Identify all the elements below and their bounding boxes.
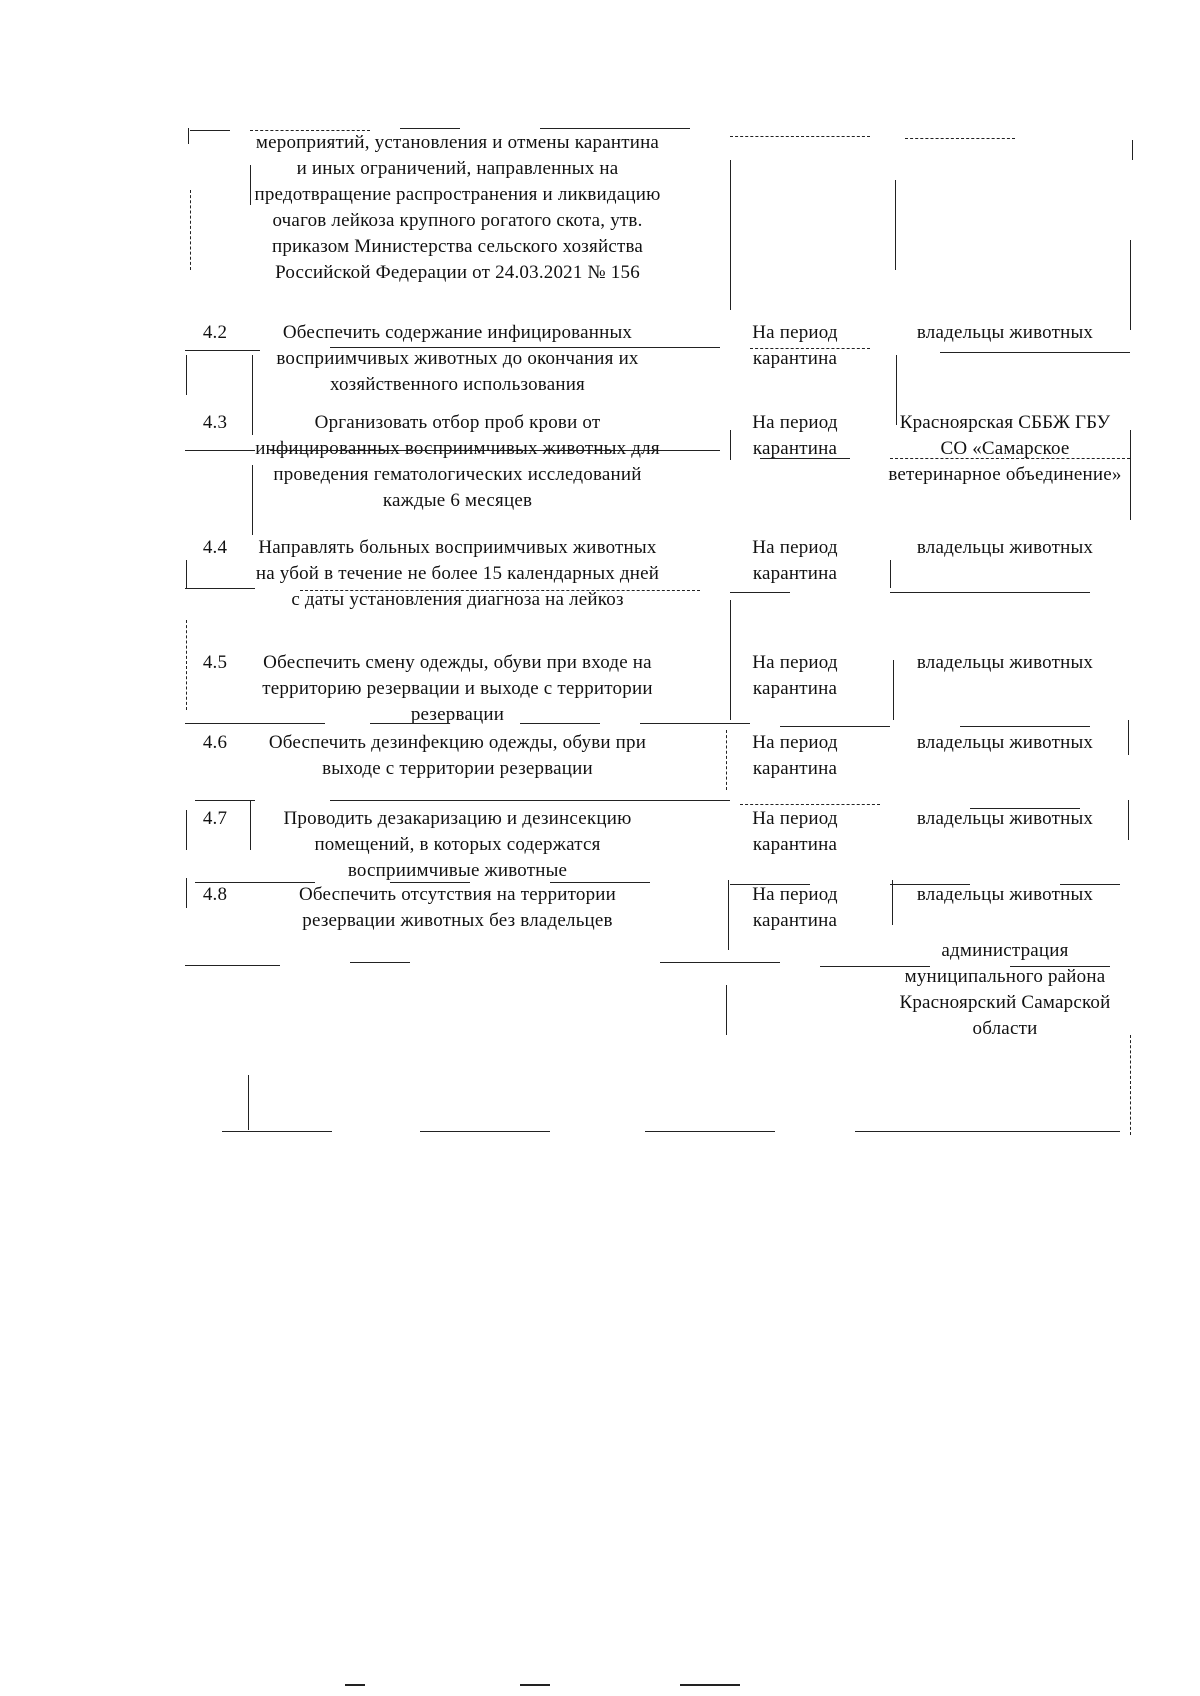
table-row <box>185 320 1125 410</box>
table-row <box>185 882 1125 938</box>
term-cell: На период карантина <box>752 412 838 459</box>
task-cell <box>250 130 665 320</box>
row-number: 4.7 <box>202 808 228 829</box>
task-cell: Организовать отбор проб крови от инфицированных восприимчивых животных для проведения гематологических исследований каждые 6 месяцев <box>255 412 660 511</box>
task-cell: Проводить дезакаризацию и дезинсекцию помещений, в которых содержатся восприимчивые животные <box>283 808 632 881</box>
table-row <box>185 730 1125 806</box>
responsible-cell: Красноярская СББЖ ГБУ СО «Самарское ветеринарное объединение» <box>888 412 1122 485</box>
measures-table <box>185 130 1125 1038</box>
term-cell: На период карантина <box>752 537 838 584</box>
row-number: 4.5 <box>202 652 228 673</box>
task-cell: Обеспечить отсутствия на территории резервации животных без владельцев <box>298 884 617 931</box>
task-text: мероприятий, установления и отмены карантина и иных ограничений, направленных на предотвращение распространения и ликвидацию очагов лейкоза крупного рогатого скота, утв. приказом Министерства сельского хозяйства Российской Федерации от 24.03.2021 № 156 <box>254 132 661 283</box>
task-cell: Обеспечить дезинфекцию одежды, обуви при выходе с территории резервации <box>268 732 647 779</box>
responsible-cell: владельцы животных <box>916 808 1094 829</box>
table-row-extra <box>185 938 1125 1038</box>
term-cell: На период карантина <box>752 884 838 931</box>
row-number: 4.6 <box>202 732 228 753</box>
table-row <box>185 806 1125 882</box>
responsible-cell: владельцы животных <box>916 322 1094 343</box>
row-number: 4.4 <box>202 537 228 558</box>
table-row-continuation <box>185 130 1125 320</box>
responsible-cell: владельцы животных <box>916 884 1094 905</box>
task-cell: Обеспечить смену одежды, обуви при входе на территорию резервации и выходе с территории резервации <box>262 652 653 725</box>
term-cell: На период карантина <box>752 732 838 779</box>
responsible-cell: владельцы животных <box>916 652 1094 673</box>
table-row <box>185 650 1125 730</box>
responsible-cell: администрация муниципального района Красноярский Самарской области <box>899 940 1111 1039</box>
table-row <box>185 410 1125 535</box>
task-cell: Направлять больных восприимчивых животных на убой в течение не более 15 календарных дней с даты установления диагноза на лейкоз <box>255 537 660 610</box>
responsible-cell: владельцы животных <box>916 537 1094 558</box>
responsible-cell: владельцы животных <box>916 732 1094 753</box>
term-cell: На период карантина <box>752 652 838 699</box>
row-number: 4.3 <box>202 412 228 433</box>
task-cell: Обеспечить содержание инфицированных восприимчивых животных до окончания их хозяйственного использования <box>276 322 639 395</box>
term-cell: На период карантина <box>752 808 838 855</box>
term-cell: На период карантина <box>752 322 838 369</box>
row-number: 4.2 <box>202 322 228 343</box>
row-number: 4.8 <box>202 884 228 905</box>
